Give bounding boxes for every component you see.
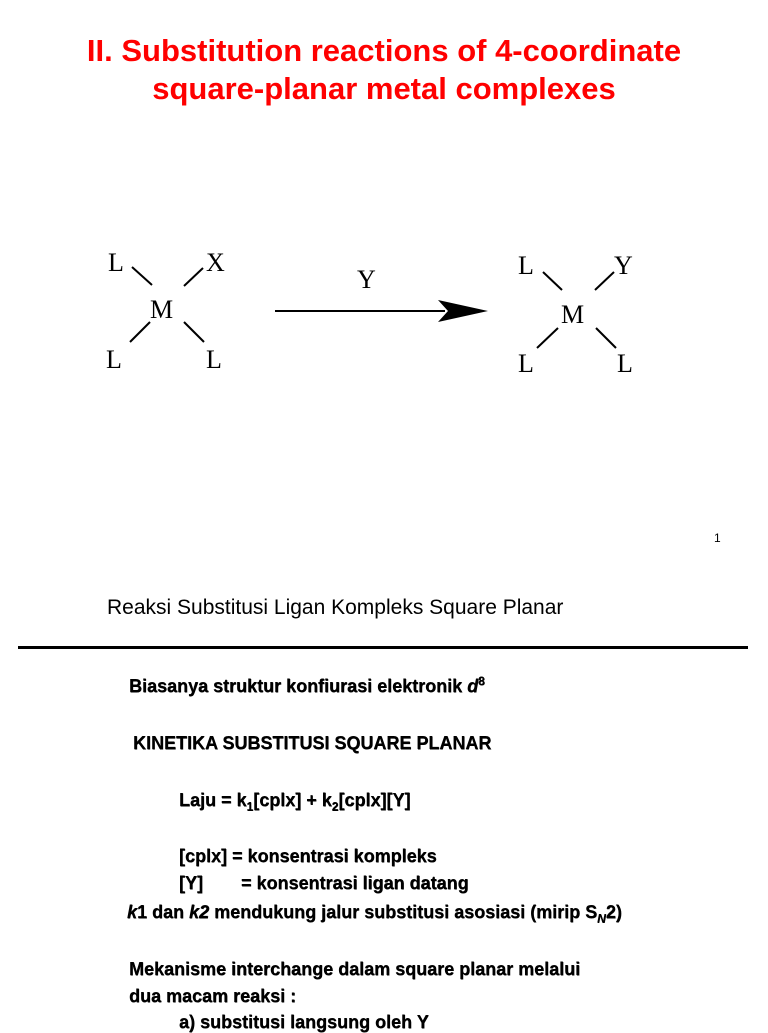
electron-config-text: Biasanya struktur konfiurasi elektronik [129,676,468,696]
rate-prefix: Laju = k [179,790,247,810]
d-orbital-symbol: d [467,676,479,696]
k2-symbol: k2 [189,902,210,922]
product-bond-bottom-right [596,328,616,348]
mechanism-line-2: dua macam reaksi : [129,986,297,1006]
rate-subscript-1: 1 [246,799,254,814]
reactant-ligand-bottom-right: L [206,345,222,374]
page-title [0,32,768,108]
definition-cplx: [cplx] = konsentrasi kompleks [179,846,437,866]
sn-subscript [597,912,606,926]
product-ligand-top-left: L [518,251,534,280]
rate-constants-line [127,902,622,926]
definition-y [179,873,469,894]
product-ligand-bottom-left: L [518,349,534,378]
slide-subtitle: Reaksi Substitusi Ligan Kompleks Square Planar [107,596,564,619]
page-title-line-2: square-planar metal complexes [152,71,616,106]
rate-equation [179,790,411,814]
sn-subscript-n: N [597,911,606,926]
d-electron-count: 8 [478,674,485,688]
definition-y-symbol: [Y] [179,873,203,893]
definition-y-text: = konsentrasi ligan datang [241,873,469,893]
reaction-arrow [275,265,488,322]
reactant-bond-bottom-right [184,322,204,342]
rate-middle: [cplx] + k [253,790,332,810]
sn2-end: 2) [605,902,622,922]
product-bond-top-right [595,272,614,290]
mechanism-line-3: a) substitusi langsung oleh Y [179,1012,429,1032]
product-bond-top-left [543,272,562,290]
kinetics-heading: KINETIKA SUBSTITUSI SQUARE PLANAR [133,733,492,753]
product-metal-center: M [561,300,585,329]
reaction-diagram [0,230,768,390]
mechanism-line-1: Mekanisme interchange dalam square planar melalui [129,959,581,979]
arrow-head [438,300,488,322]
reagent-label: Y [357,265,376,294]
rate-subscript-2: 2 [331,799,339,814]
k-symbol: k [127,902,138,922]
page-number: 1 [714,531,721,545]
product-bond-bottom-left [537,328,558,348]
reactant-bond-top-left [132,267,152,285]
reactant-ligand-top-right: X [206,248,225,277]
reactant-ligand-top-left: L [108,248,124,277]
reactant-bond-bottom-left [130,322,150,342]
product-ligand-bottom-right: L [617,349,633,378]
reactant-complex [106,248,225,374]
product-ligand-top-right: Y [614,251,633,280]
reactant-ligand-bottom-left: L [106,345,122,374]
divider-line [18,646,748,649]
electron-config-line [129,676,485,697]
reactant-bond-top-right [184,268,203,286]
k1-and: 1 dan [137,902,190,922]
page-title-line-1: II. Substitution reactions of 4-coordinate [86,33,682,68]
rate-suffix: [cplx][Y] [338,790,411,810]
product-complex [518,251,633,378]
associative-pathway-text: mendukung jalur substitusi asosiasi (mirip S [209,902,598,922]
reactant-metal-center: M [150,295,174,324]
